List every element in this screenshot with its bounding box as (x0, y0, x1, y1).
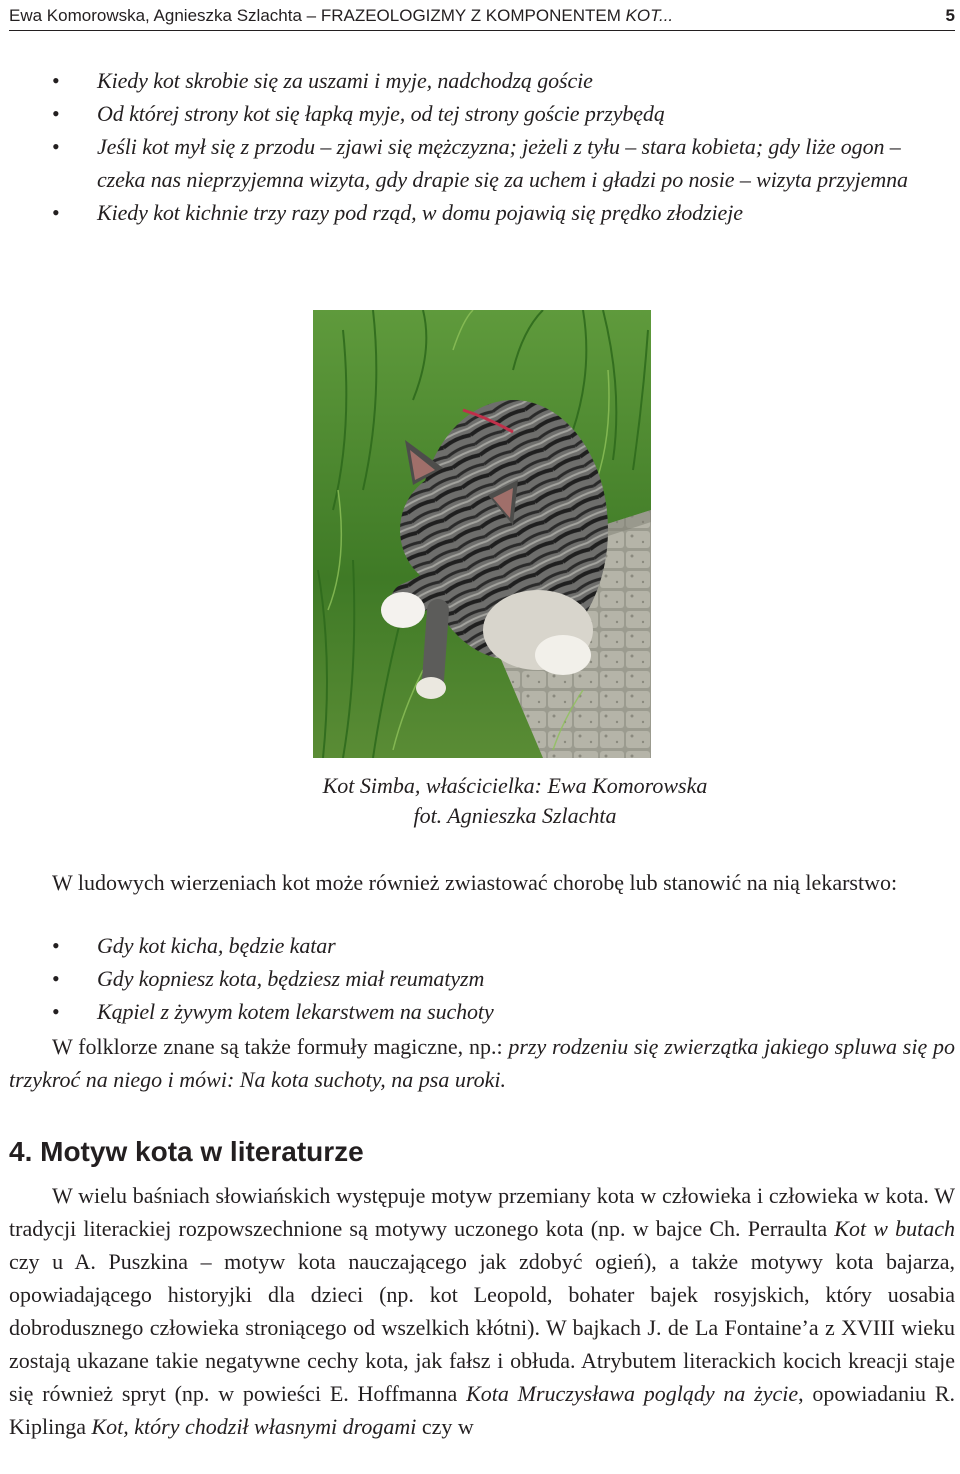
header-divider (9, 30, 955, 31)
folk-intro-paragraph (9, 866, 955, 899)
list-item: • Gdy kopniesz kota, będziesz miał reumatyzm (0, 962, 960, 995)
list-item: • Od której strony kot się łapką myje, od tej strony goście przybędą (0, 97, 960, 130)
magic-formula-paragraph (9, 1030, 955, 1096)
folk-intro-text: W ludowych wierzeniach kot może również zwiastować chorobę lub stanowić na nią lekarstwo: (52, 870, 898, 895)
cat-photo (313, 310, 651, 758)
running-title: Ewa Komorowska, Agnieszka Szlachta – FRAZEOLOGIZMY Z KOMPONENTEM (9, 6, 626, 25)
photo-caption: Kot Simba, właścicielka: Ewa Komorowska (322, 773, 708, 798)
running-title-italic: KOT... (625, 6, 674, 25)
list-item: • Kiedy kot skrobie się za uszami i myje, nadchodzą goście (0, 64, 960, 97)
section-heading: 4. Motyw kota w literaturze (9, 1136, 364, 1167)
literature-text-3: , opowiadaniu R. Kiplinga (9, 1381, 955, 1439)
title-kot-ktory-chodzil: Kot, który chodził własnymi drogami (91, 1414, 417, 1439)
literature-text-2: czy u A. Puszkina – motyw kota nauczającego jak zdobyć ogień), a także motywy kota bajarza, opowiadającego historyjki dla dzieci (np. kot Leopold, bohater bajek rosyjskich, który uosabia dobrodusznego człowieka stroniącego od wszelkich kłótni). W bajkach J. de La Fontaine’a z XVIII wieku zostają ukazane takie negatywne cechy kota, jak fałsz i obłuda. Atrybutem literackich kocich kreacji staje się również spryt (np. w powieści E. Hoffmanna (9, 1249, 955, 1406)
title-kot-w-butach: Kot w butach (834, 1216, 955, 1241)
superstition-list (0, 64, 960, 229)
list-item: • Gdy kot kicha, będzie katar (0, 929, 960, 962)
formula-text: przy rodzeniu się zwierzątka jakiego spluwa się po trzykroć na niego i mówi: Na kota suchoty, na psa uroki. (9, 1034, 955, 1092)
formula-lead: W folklorze znane są także formuły magiczne, np.: (52, 1034, 509, 1059)
remedy-list (0, 929, 960, 1028)
list-item: • Jeśli kot mył się z przodu – zjawi się mężczyzna; jeżeli z tyłu – stara kobieta; gdy liże ogon – czeka nas nieprzyjemna wizyta, gdy drapie się za uchem i gładzi po nosie – wizyta przyjemna (0, 130, 960, 196)
literature-paragraph (9, 1179, 955, 1443)
literature-text-4: czy w (416, 1414, 474, 1439)
title-kota-mruczyslawa: Kota Mruczysława poglądy na życie (466, 1381, 799, 1406)
literature-text-1: W wielu baśniach słowiańskich występuje motyw przemiany kota w człowieka i człowieka w kota. W tradycji literackiej rozpowszechnione są motywy uczonego kota (np. w bajce Ch. Perraulta (9, 1183, 955, 1241)
cat-photo-drawing (313, 310, 651, 758)
photo-credit: fot. Agnieszka Szlachta (413, 803, 617, 828)
list-item: • Kiedy kot kichnie trzy razy pod rząd, w domu pojawią się prędko złodzieje (0, 196, 960, 229)
page-number: 5 (945, 6, 955, 25)
list-item: • Kąpiel z żywym kotem lekarstwem na suchoty (0, 995, 960, 1028)
running-header (9, 4, 955, 28)
